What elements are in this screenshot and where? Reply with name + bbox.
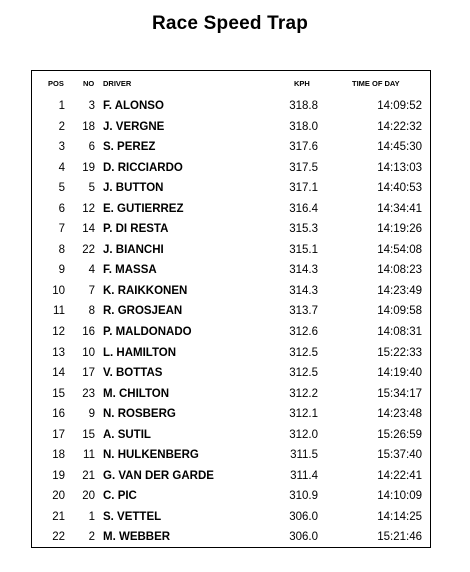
header-driver: DRIVER [103,79,132,88]
cell-kph: 310.9 [289,490,318,503]
cell-no: 18 [82,120,95,133]
cell-pos: 5 [58,182,65,195]
cell-time: 14:22:41 [377,469,422,482]
cell-time: 15:37:40 [377,449,422,462]
cell-pos: 17 [52,428,65,441]
table-row [32,281,430,302]
cell-no: 8 [88,305,95,318]
cell-pos: 9 [58,264,65,277]
cell-kph: 312.5 [289,346,318,359]
cell-time: 14:40:53 [377,182,422,195]
cell-kph: 317.6 [289,141,318,154]
cell-pos: 18 [52,449,65,462]
cell-driver: N. ROSBERG [103,408,176,421]
cell-driver: V. BOTTAS [103,367,163,380]
cell-driver: F. MASSA [103,264,157,277]
cell-no: 21 [82,469,95,482]
cell-driver: K. RAIKKONEN [103,284,188,297]
cell-pos: 2 [58,120,65,133]
cell-no: 20 [82,490,95,503]
table-row [32,404,430,425]
table-body [32,96,430,548]
cell-no: 14 [82,223,95,236]
cell-driver: E. GUTIERREZ [103,202,184,215]
cell-driver: R. GROSJEAN [103,305,183,318]
table-header-row [32,79,430,93]
table-row [32,527,430,548]
cell-time: 14:09:58 [377,305,422,318]
cell-pos: 6 [58,202,65,215]
table-row [32,445,430,466]
cell-time: 14:23:48 [377,408,422,421]
table-row [32,178,430,199]
cell-time: 14:23:49 [377,284,422,297]
cell-driver: D. RICCIARDO [103,161,183,174]
cell-no: 3 [88,100,95,112]
cell-kph: 315.1 [289,243,318,256]
page-title: Race Speed Trap [151,13,309,34]
cell-kph: 311.5 [290,449,318,462]
header-kph: KPH [294,79,310,88]
table-row [32,384,430,405]
cell-kph: 314.3 [289,264,318,277]
cell-no: 11 [83,449,95,462]
cell-kph: 315.3 [289,223,318,236]
cell-no: 15 [82,428,95,441]
cell-kph: 311.4 [290,469,318,482]
cell-no: 12 [82,202,95,215]
cell-driver: J. BIANCHI [103,243,164,256]
table-row [32,343,430,364]
cell-time: 15:34:17 [377,387,422,400]
table-row [32,158,430,179]
cell-kph: 316.4 [289,202,318,215]
cell-no: 23 [82,387,95,400]
cell-time: 14:08:31 [377,326,422,339]
cell-no: 1 [88,510,95,523]
table-row [32,117,430,138]
table-row [32,363,430,384]
cell-driver: A. SUTIL [103,428,151,441]
cell-driver: P. MALDONADO [103,326,192,339]
cell-kph: 312.0 [289,428,318,441]
cell-time: 15:21:46 [377,531,422,544]
cell-time: 14:45:30 [377,141,422,154]
cell-pos: 13 [52,346,65,359]
cell-time: 14:08:23 [377,264,422,277]
cell-time: 14:22:32 [377,120,422,133]
cell-kph: 317.1 [289,182,318,195]
cell-kph: 317.5 [289,161,318,174]
cell-driver: M. CHILTON [103,387,170,400]
cell-kph: 313.7 [289,305,318,318]
cell-driver: J. BUTTON [103,182,164,195]
cell-no: 9 [88,408,95,421]
cell-pos: 11 [53,305,65,318]
table-row [32,301,430,322]
cell-driver: G. VAN DER GARDE [103,469,214,482]
table-row [32,425,430,446]
cell-pos: 12 [52,326,65,339]
table-row [32,137,430,158]
cell-kph: 312.5 [289,367,318,380]
cell-kph: 312.6 [289,326,318,339]
cell-kph: 306.0 [289,510,318,523]
cell-driver: S. PEREZ [103,141,156,154]
cell-no: 17 [82,367,95,380]
table-row [32,322,430,343]
table-row [32,486,430,507]
cell-no: 22 [82,243,95,256]
cell-pos: 1 [58,100,65,112]
cell-time: 14:09:52 [377,100,422,112]
cell-driver: M. WEBBER [103,531,171,544]
cell-time: 14:10:09 [377,490,422,503]
cell-time: 14:19:40 [377,367,422,380]
cell-driver: L. HAMILTON [103,346,177,359]
cell-pos: 21 [52,510,65,523]
header-no: NO [83,79,95,88]
table-row [32,260,430,281]
cell-pos: 22 [52,531,65,544]
cell-pos: 15 [52,387,65,400]
cell-time: 15:22:33 [377,346,422,359]
cell-kph: 306.0 [289,531,318,544]
cell-no: 7 [88,284,95,297]
cell-time: 14:19:26 [377,223,422,236]
speed-trap-table [31,70,431,548]
cell-pos: 16 [52,408,65,421]
cell-pos: 19 [52,469,65,482]
cell-time: 14:13:03 [377,161,422,174]
table-row [32,199,430,220]
cell-no: 6 [88,141,95,154]
table-row [32,96,430,117]
cell-time: 14:54:08 [377,243,422,256]
table-row [32,507,430,528]
cell-kph: 318.0 [289,120,318,133]
header-pos: POS [48,79,64,88]
cell-no: 16 [82,326,95,339]
cell-pos: 3 [58,141,65,154]
cell-driver: F. ALONSO [103,100,164,112]
cell-driver: S. VETTEL [103,510,162,523]
cell-pos: 4 [58,161,65,174]
cell-no: 4 [88,264,95,277]
cell-kph: 314.3 [289,284,318,297]
cell-no: 19 [82,161,95,174]
cell-time: 14:34:41 [377,202,422,215]
cell-kph: 312.2 [289,387,318,400]
header-time: TIME OF DAY [352,79,400,88]
table-row [32,240,430,261]
cell-kph: 318.8 [289,100,318,112]
cell-pos: 10 [52,284,65,297]
cell-pos: 20 [52,490,65,503]
cell-time: 14:14:25 [377,510,422,523]
cell-pos: 7 [58,223,65,236]
table-row [32,219,430,240]
cell-pos: 8 [58,243,65,256]
cell-kph: 312.1 [289,408,318,421]
cell-no: 10 [82,346,95,359]
cell-driver: P. DI RESTA [103,223,169,236]
cell-driver: C. PIC [103,490,137,503]
cell-no: 5 [88,182,95,195]
table-row [32,466,430,487]
cell-no: 2 [88,531,95,544]
cell-driver: J. VERGNE [103,120,165,133]
cell-time: 15:26:59 [377,428,422,441]
cell-driver: N. HULKENBERG [103,449,199,462]
cell-pos: 14 [52,367,65,380]
